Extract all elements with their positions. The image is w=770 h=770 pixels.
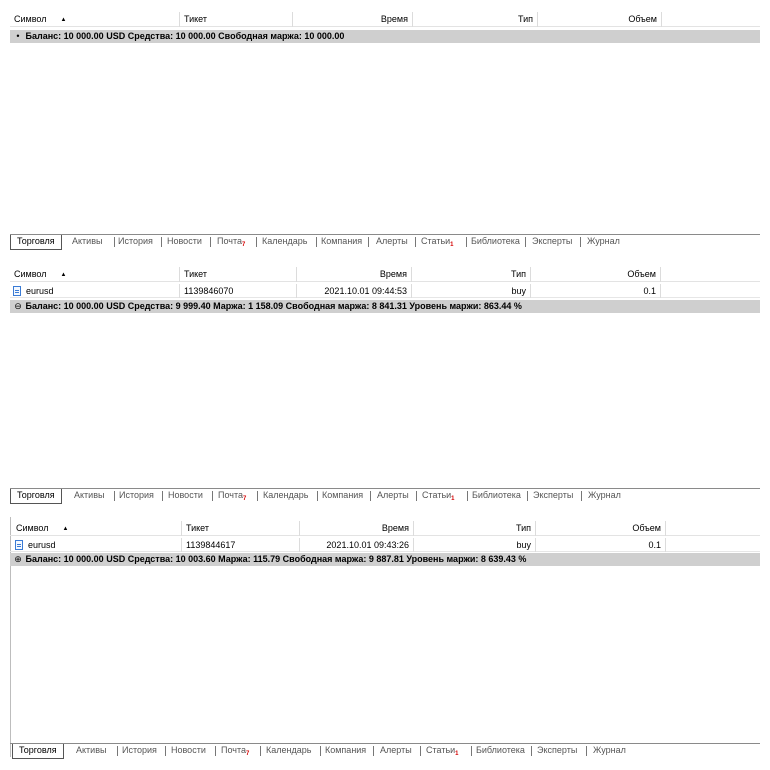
tab-experts[interactable]: Эксперты [532, 236, 573, 246]
column-ticket[interactable]: Тикет [182, 521, 300, 536]
tab-trade[interactable]: Торговля [10, 235, 62, 250]
articles-count-badge: 1 [450, 242, 454, 248]
cell-type: buy [412, 284, 531, 298]
terminal-tab-bar [10, 234, 760, 250]
balance-summary-row[interactable] [10, 300, 760, 313]
column-symbol[interactable]: Символ ▲ [12, 521, 182, 536]
tab-journal[interactable]: Журнал [593, 745, 626, 755]
tab-articles[interactable]: Статьи$_1$ [421, 236, 454, 248]
table-row[interactable] [10, 538, 760, 552]
terminal-panel-1 [0, 0, 770, 250]
column-type[interactable]: Тип [412, 267, 531, 282]
cell-time: 2021.10.01 09:43:26 [300, 538, 414, 552]
tab-mail[interactable]: Почта$_7$ [218, 490, 247, 502]
tab-journal[interactable]: Журнал [588, 490, 621, 500]
mail-count-badge: 7 [242, 242, 246, 248]
column-time[interactable]: Время [293, 12, 413, 27]
tab-experts[interactable]: Эксперты [537, 745, 578, 755]
tab-library[interactable]: Библиотека [476, 745, 525, 755]
column-symbol[interactable]: Символ ▲ [10, 267, 180, 282]
tab-news[interactable]: Новости [167, 236, 202, 246]
tab-trade[interactable]: Торговля [12, 744, 64, 759]
cell-time: 2021.10.01 09:44:53 [297, 284, 412, 298]
column-volume[interactable]: Объем [538, 12, 662, 27]
cell-symbol: eurusd [12, 538, 182, 552]
tab-articles[interactable]: Статьи$_1$ [422, 490, 455, 502]
tab-trade[interactable]: Торговля [10, 489, 62, 504]
tab-news[interactable]: Новости [171, 745, 206, 755]
column-time[interactable]: Время [300, 521, 414, 536]
balance-summary-row[interactable] [10, 553, 760, 566]
column-type[interactable]: Тип [414, 521, 536, 536]
expand-icon[interactable]: ⊕ [14, 554, 22, 564]
column-header-row [10, 267, 760, 282]
articles-count-badge: 1 [455, 751, 459, 757]
tab-assets[interactable]: Активы [76, 745, 107, 755]
document-icon [15, 540, 23, 550]
mail-count-badge: 7 [246, 751, 250, 757]
cell-volume: 0.1 [531, 284, 661, 298]
tab-calendar[interactable]: Календарь [266, 745, 312, 755]
tab-alerts[interactable]: Алерты [376, 236, 408, 246]
mail-count-badge: 7 [243, 496, 247, 502]
tab-alerts[interactable]: Алерты [380, 745, 412, 755]
terminal-panel-3 [0, 505, 770, 770]
tab-experts[interactable]: Эксперты [533, 490, 574, 500]
cell-ticket: 1139846070 [180, 284, 297, 298]
cell-ticket: 1139844617 [182, 538, 300, 552]
column-volume[interactable]: Объем [531, 267, 661, 282]
column-ticket[interactable]: Тикет [180, 12, 293, 27]
column-time[interactable]: Время [297, 267, 412, 282]
tab-calendar[interactable]: Календарь [263, 490, 309, 500]
cell-type: buy [414, 538, 536, 552]
collapse-icon[interactable]: ⊖ [14, 301, 22, 311]
tab-assets[interactable]: Активы [74, 490, 105, 500]
articles-count-badge: 1 [451, 496, 455, 502]
balance-summary-text: Баланс: 10 000.00 USD Средства: 10 003.60 Маржа: 115.79 Свободная маржа: 9 887.81 Уровень маржи: 8 639.43 % [25, 554, 527, 564]
tab-assets[interactable]: Активы [72, 236, 103, 246]
column-ticket[interactable]: Тикет [180, 267, 297, 282]
tab-history[interactable]: История [118, 236, 153, 246]
balance-summary-text: Баланс: 10 000.00 USD Средства: 10 000.00 Свободная маржа: 10 000.00 [25, 31, 345, 41]
tab-library[interactable]: Библиотека [471, 236, 520, 246]
tab-company[interactable]: Компания [322, 490, 364, 500]
column-header-row [10, 12, 760, 27]
terminal-tab-bar [10, 743, 760, 759]
column-type[interactable]: Тип [413, 12, 538, 27]
tab-library[interactable]: Библиотека [472, 490, 521, 500]
tab-company[interactable]: Компания [325, 745, 367, 755]
tab-mail[interactable]: Почта$_7$ [221, 745, 250, 757]
tab-news[interactable]: Новости [168, 490, 203, 500]
tab-history[interactable]: История [119, 490, 154, 500]
document-icon [13, 286, 21, 296]
tab-company[interactable]: Компания [321, 236, 363, 246]
tab-alerts[interactable]: Алерты [377, 490, 409, 500]
column-symbol[interactable]: Символ ▲ [10, 12, 180, 27]
tab-calendar[interactable]: Календарь [262, 236, 308, 246]
column-header-row [10, 521, 760, 536]
balance-summary-text: Баланс: 10 000.00 USD Средства: 9 999.40 Маржа: 1 158.09 Свободная маржа: 8 841.31 Уровень маржи: 863.44 % [25, 301, 522, 311]
column-volume[interactable]: Объем [536, 521, 666, 536]
tab-history[interactable]: История [122, 745, 157, 755]
tab-articles[interactable]: Статьи$_1$ [426, 745, 459, 757]
cell-volume: 0.1 [536, 538, 666, 552]
terminal-panel-2 [0, 250, 770, 505]
sort-ascending-icon: ▲ [60, 272, 67, 278]
table-row[interactable] [10, 284, 760, 298]
sort-ascending-icon: ▲ [60, 17, 67, 23]
cell-symbol: eurusd [10, 284, 180, 298]
row-bullet-icon: • [16, 31, 20, 41]
sort-ascending-icon: ▲ [62, 526, 69, 532]
tab-mail[interactable]: Почта$_7$ [217, 236, 246, 248]
terminal-tab-bar [10, 488, 760, 504]
tab-journal[interactable]: Журнал [587, 236, 620, 246]
balance-summary-row[interactable] [10, 30, 760, 43]
